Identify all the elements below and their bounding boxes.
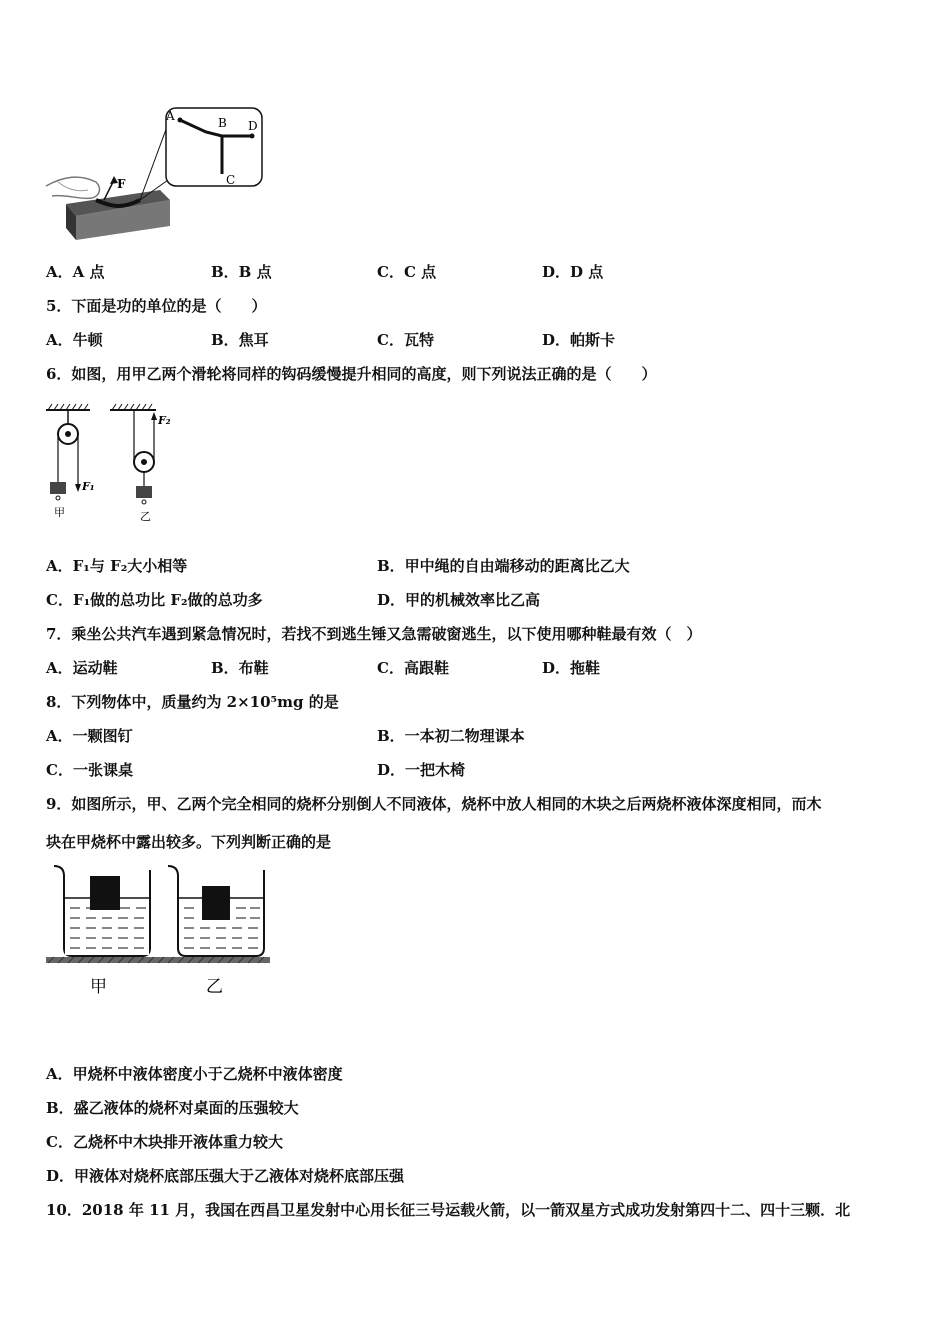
q9-label-yi: 乙	[206, 977, 223, 997]
q7-option-d[interactable]: D．拖鞋	[542, 659, 601, 677]
q7-stem: 7．乘坐公共汽车遇到紧急情况时，若找不到逃生锤又急需破窗逃生，以下使用哪种鞋最有效（ ）	[46, 625, 702, 643]
q8-option-b[interactable]: B．一本初二物理课本	[377, 727, 525, 745]
q4-option-b[interactable]: B．B 点	[211, 263, 272, 281]
q5-option-b[interactable]: B．焦耳	[211, 331, 269, 349]
q7-option-a[interactable]: A．运动鞋	[46, 659, 118, 677]
q6-label-yi: 乙	[140, 510, 151, 523]
q8-option-d[interactable]: D．一把木椅	[377, 761, 466, 779]
q5-option-c[interactable]: C．瓦特	[377, 331, 434, 349]
q9-option-a[interactable]: A．甲烧杯中液体密度小于乙烧杯中液体密度	[46, 1065, 343, 1083]
q10-stem: 10．2018 年 11 月，我国在西昌卫星发射中心用长征三号运载火箭，以一箭双星方式成功发射第四十二、四十三颗．北	[46, 1201, 851, 1219]
q6-option-b[interactable]: B．甲中绳的自由端移动的距离比乙大	[377, 557, 630, 575]
q9-label-jia: 甲	[90, 977, 107, 997]
q4-label-c: C	[226, 173, 236, 187]
q6-label-jia: 甲	[54, 506, 65, 519]
q9-option-b[interactable]: B．盛乙液体的烧杯对桌面的压强较大	[46, 1099, 299, 1117]
q7-option-c[interactable]: C．高跟鞋	[377, 659, 449, 677]
q8-stem: 8．下列物体中，质量约为 2×10⁵mg 的是	[46, 693, 339, 711]
q6-option-c[interactable]: C．F₁做的总功比 F₂做的总功多	[46, 591, 263, 609]
q6-option-a[interactable]: A．F₁与 F₂大小相等	[46, 557, 188, 575]
q4-option-a[interactable]: A．A 点	[46, 263, 105, 281]
q6-f1-label: F₁	[82, 480, 95, 493]
q6-figure	[44, 402, 184, 524]
q6-option-d[interactable]: D．甲的机械效率比乙高	[377, 591, 541, 609]
q4-label-b: B	[218, 116, 227, 130]
q4-option-c[interactable]: C．C 点	[377, 263, 437, 281]
q5-stem: 5．下面是功的单位的是（ ）	[46, 297, 267, 315]
q4-label-a: A	[166, 109, 175, 123]
q5-option-d[interactable]: D．帕斯卡	[542, 331, 616, 349]
q4-force-label: F	[117, 177, 126, 191]
q6-f2-label: F₂	[158, 414, 171, 427]
q4-figure	[44, 104, 266, 244]
q4-option-d[interactable]: D．D 点	[542, 263, 604, 281]
q5-option-a[interactable]: A．牛顿	[46, 331, 103, 349]
q9-stem-line2: 块在甲烧杯中露出较多。下列判断正确的是	[46, 833, 332, 851]
q8-option-a[interactable]: A．一颗图钉	[46, 727, 133, 745]
q7-option-b[interactable]: B．布鞋	[211, 659, 269, 677]
q6-stem: 6．如图，用甲乙两个滑轮将同样的钩码缓慢提升相同的高度，则下列说法正确的是（ ）	[46, 365, 657, 383]
q9-option-c[interactable]: C．乙烧杯中木块排开液体重力较大	[46, 1133, 283, 1151]
q9-option-d[interactable]: D．甲液体对烧杯底部压强大于乙液体对烧杯底部压强	[46, 1167, 405, 1185]
q8-option-c[interactable]: C．一张课桌	[46, 761, 133, 779]
q9-stem-line1: 9．如图所示，甲、乙两个完全相同的烧杯分别倒人不同液体，烧杯中放人相同的木块之后两烧杯液体深度相同，而木	[46, 795, 822, 813]
q4-label-d: D	[248, 119, 258, 133]
q9-figure	[44, 862, 274, 1000]
